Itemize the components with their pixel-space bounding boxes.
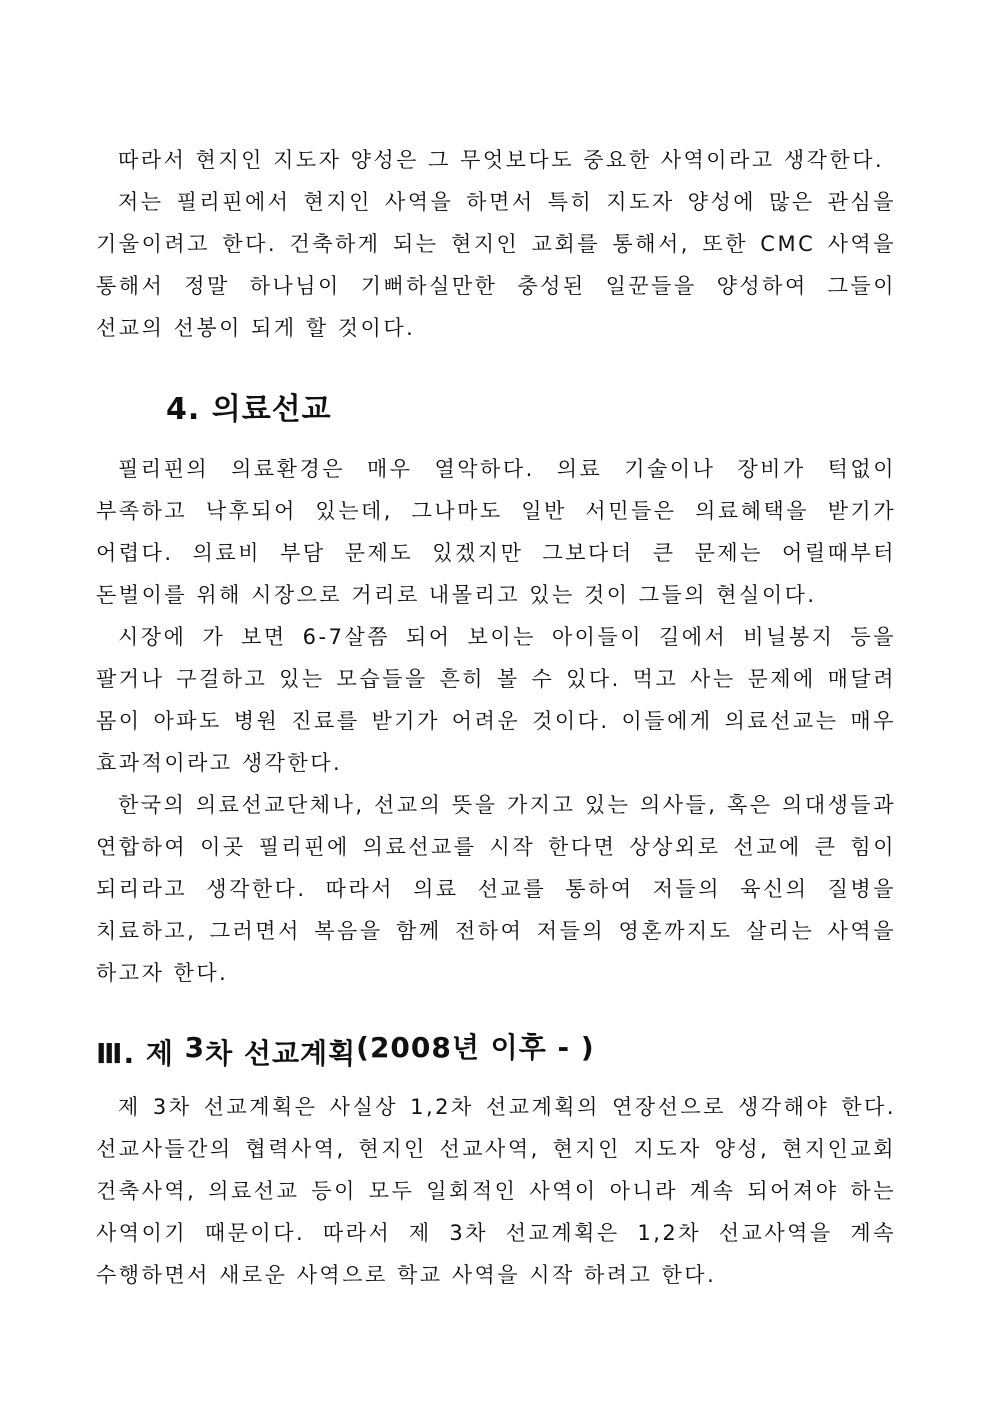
paragraph-leader-training-plan: 저는 필리핀에서 현지인 사역을 하면서 특히 지도자 양성에 많은 관심을 기울이려고 한다. 건축하게 되는 현지인 교회를 통해서, 또한 CMC 사역을 통해서 정말 하나님이 기뻐하실만한 충성된 일꾼들을 양성하여 그들이 선교의 선봉이 되게 할 것이다.: [96, 190, 896, 340]
paragraph-leader-training-importance: 따라서 현지인 지도자 양성은 그 무엇보다도 중요한 사역이라고 생각한다.: [118, 148, 885, 172]
heading-period: (2008년 이후 - ): [356, 1031, 595, 1064]
heading-prefix: Ⅲ. 제: [96, 1037, 185, 1070]
heading-number: 3: [184, 1031, 206, 1064]
paragraph-third-plan: 제 3차 선교계획은 사실상 1,2차 선교계획의 연장선으로 생각해야 한다. 선교사들간의 협력사역, 현지인 선교사역, 현지인 지도자 양성, 현지인교회 건축사역, 의료선교 등이 모두 일회적인 사역이 아니라 계속 되어져야 하는 사역이기 때문이다. 따라서 제 3차 선교계획은 1,2차 선교사역을 계속 수행하면서 새로운 사역으로 학교 사역을 시작 하려고 한다.: [96, 1095, 896, 1287]
section-heading-third-mission-plan: [96, 1031, 595, 1074]
section-heading-medical-mission: 4. 의료선교: [166, 392, 332, 427]
paragraph-medical-environment: 필리핀의 의료환경은 매우 열악하다. 의료 기술이나 장비가 턱없이 부족하고 낙후되어 있는데, 그나마도 일반 서민들은 의료혜택을 받기가 어렵다. 의료비 부담 문제도 있겠지만 그보다더 큰 문제는 어릴때부터 돈벌이를 위해 시장으로 거리로 내몰리고 있는 것이 그들의 현실이다.: [96, 457, 896, 607]
paragraph-children-market: 시장에 가 보면 6-7살쯤 되어 보이는 아이들이 길에서 비닐봉지 등을 팔거나 구걸하고 있는 모습들을 흔히 볼 수 있다. 먹고 사는 문제에 매달려 몸이 아파도 병원 진료를 받기가 어려운 것이다. 이들에게 의료선교는 매우 효과적이라고 생각한다.: [96, 625, 896, 775]
paragraph-medical-cooperation: 한국의 의료선교단체나, 선교의 뜻을 가지고 있는 의사들, 혹은 의대생들과 연합하여 이곳 필리핀에 의료선교를 시작 한다면 상상외로 선교에 큰 힘이 되리라고 생각한다. 따라서 의료 선교를 통하여 저들의 육신의 질병을 치료하고, 그러면서 복음을 함께 전하여 저들의 영혼까지도 살리는 사역을 하고자 한다.: [96, 793, 896, 985]
heading-title: 차 선교계획: [205, 1037, 357, 1070]
